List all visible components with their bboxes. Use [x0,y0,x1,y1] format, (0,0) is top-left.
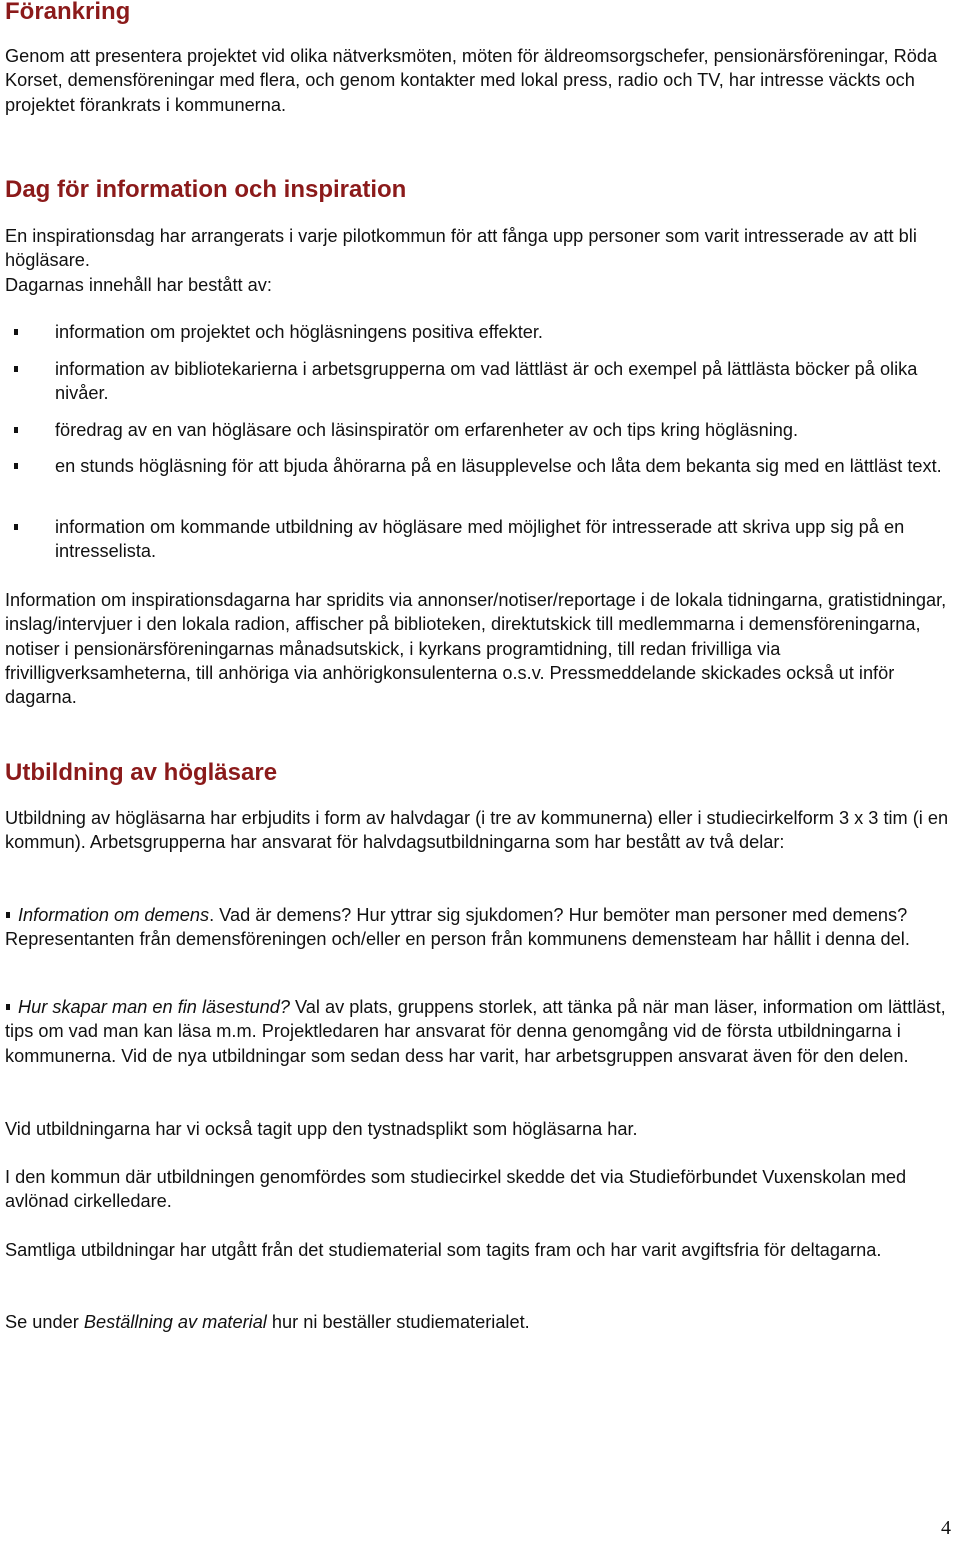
section-heading-dag-for-information: Dag för information och inspiration [5,176,407,203]
inspiration-bullet-list [5,454,957,478]
inspiration-bullet-list [5,418,957,442]
bullet-icon [6,912,10,918]
page-number: 4 [941,1517,951,1539]
list-item: en stunds högläsning för att bjuda åhörarna på en läsupplevelse och låta dem bekanta sig med en lättläst text. [5,454,957,478]
bestallning-paragraph: Se under Beställning av material hur ni beställer studiematerialet. [5,1312,530,1332]
bullet-icon [6,1004,10,1010]
bullet-icon [14,329,18,335]
bullet-icon [14,524,18,530]
part-demens-title: Information om demens [18,905,210,925]
bullet-icon [14,463,18,469]
bullet-icon [14,366,18,372]
list-item: föredrag av en van högläsare och läsinspiratör om erfarenheter av och tips kring högläsning. [5,418,957,442]
inspiration-bullet-list [5,320,957,344]
inspiration-bullet-list [5,515,957,564]
list-item: information om kommande utbildning av högläsare med möjlighet för intresserade att skriva upp sig på en intresselista. [5,515,957,564]
tystnadsplikt-paragraph: Vid utbildningarna har vi också tagit upp den tystnadsplikt som högläsarna har. [5,1119,638,1139]
list-item: information om projektet och högläsningens positiva effekter. [5,320,957,344]
forankring-paragraph: Genom att presentera projektet vid olika nätverksmöten, möten för äldreomsorgschefer, pensionärsföreningar, Röda Korset, demensföreningar med flera, och genom kontakter med lokal press, radio och TV, har intresse väckts och projektet förankrats i kommunerna. [5,46,938,115]
utbildning-part-demens: Information om demens. Vad är demens? Hur yttrar sig sjukdomen? Hur bemöter man personer med demens? Representanten från demensföreningen och/eller en person från kommunens demensteam har hållit i denna del. [5,905,910,950]
part-lasestund-title: Hur skapar man en fin läsestund? [18,997,290,1017]
section-heading-utbildning: Utbildning av högläsare [5,759,278,786]
list-item: information av bibliotekarierna i arbetsgrupperna om vad lättläst är och exempel på lättlästa böcker på olika nivåer. [5,357,957,406]
section-heading-forankring: Förankring [5,0,131,25]
utbildning-part-lasestund: Hur skapar man en fin läsestund? Val av plats, gruppens storlek, att tänka på när man läser, information om lättläst, tips om vad man kan läsa m.m. Projektledaren har ansvarat för denna genomgång vid de första utbildningarna i kommunerna. Vid de nya utbildningar som sedan dess har varit, har arbetsgruppen ansvarat även för den delen. [5,997,946,1066]
utbildning-intro-paragraph: Utbildning av högläsarna har erbjudits i form av halvdagar (i tre av kommunerna) eller i studiecirkelform 3 x 3 tim (i en kommun). Arbetsgrupperna har ansvarat för halvdagsutbildningarna som har bestått av två delar: [5,808,949,853]
studiecirkel-paragraph: I den kommun där utbildningen genomfördes som studiecirkel skedde det via Studieförbundet Vuxenskolan med avlönad cirkelledare. [5,1167,907,1212]
avgiftsfria-paragraph: Samtliga utbildningar har utgått från det studiematerial som tagits fram och har varit avgiftsfria för deltagarna. [5,1240,882,1260]
inspiration-bullet-list [5,357,957,406]
inspiration-closing-paragraph: Information om inspirationsdagarna har spridits via annonser/notiser/reportage i de lokala tidningarna, gratistidningar, inslag/intervjuer i den lokala radion, affischer på biblioteken, direktutskick till medlemmarna i demensföreningarna, notiser i pensionärsföreningarnas månadsutskick, i kyrkans programtidning, till redan frivilliga via frivilligverksamheterna, till anhöriga via anhörigkonsulenterna o.s.v. Pressmeddelande skickades också ut inför dagarna. [5,590,947,708]
bullet-icon [14,427,18,433]
bestallning-link-text: Beställning av material [83,1312,267,1332]
inspiration-intro-paragraph: En inspirationsdag har arrangerats i varje pilotkommun för att fånga upp personer som varit intresserade av att bli högläsare. [5,226,917,271]
inspiration-content-intro: Dagarnas innehåll har bestått av: [5,275,272,295]
